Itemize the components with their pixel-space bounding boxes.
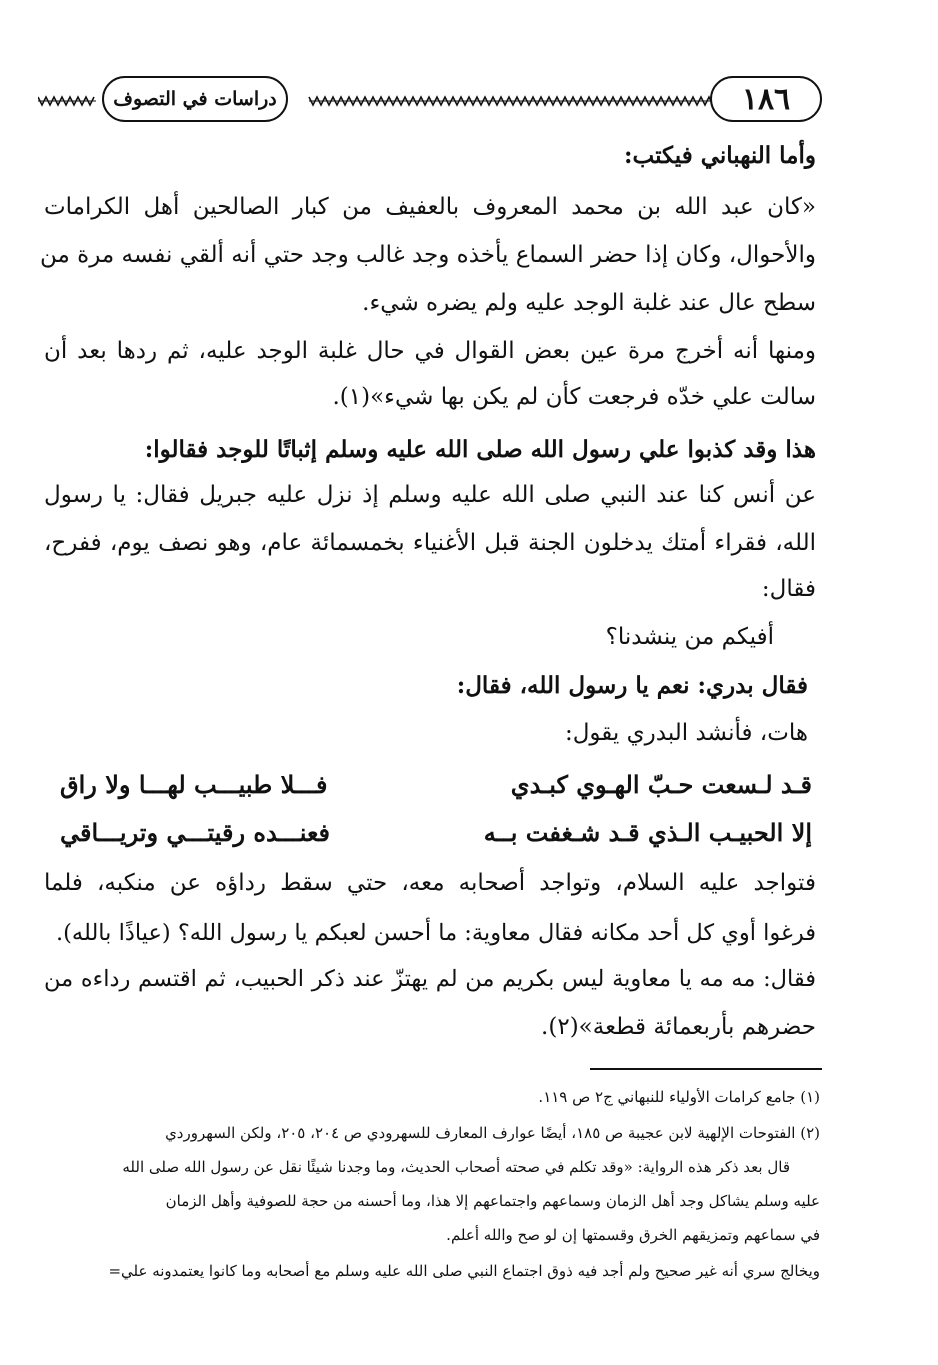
paragraph-line: فقال:	[761, 576, 816, 602]
footnote-line: ويخالج سري أنه غير صحيح ولم أجد فيه ذوق اجتماع النبي صلى الله عليه وسلم مع أصحابه وما كانوا يعتمدونه علي=	[108, 1262, 820, 1280]
paragraph-line: عن أنس كنا عند النبي صلى الله عليه وسلم إذ نزل عليه جبريل فقال: يا رسول	[44, 482, 816, 508]
paragraph-line: هذا وقد كذبوا علي رسول الله صلى الله عليه وسلم إثباتًا للوجد فقالوا:	[144, 436, 816, 463]
paragraph-line: فرغوا أوي كل أحد مكانه فقال معاوية: ما أحسن لعبكم يا رسول الله؟ (عياذًا بالله).	[56, 920, 816, 946]
paragraph-line: فقال بدري: نعم يا رسول الله، فقال:	[456, 672, 808, 699]
verse-first-hemistich: إلا الحبيـب الـذي قـد شـغفت بــه	[483, 818, 812, 847]
zigzag-ornament-middle	[290, 95, 748, 107]
paragraph-line: «كان عبد الله بن محمد المعروف بالعفيف من كبار الصالحين أهل الكرامات	[44, 194, 816, 220]
paragraph-line: هات، فأنشد البدري يقول:	[564, 720, 808, 746]
paragraph-line: فتواجد عليه السلام، وتواجد أصحابه معه، حتي سقط رداؤه عن منكبه، فلما	[44, 870, 816, 896]
page-number: ١٨٦	[710, 76, 822, 122]
running-title: دراسات في التصوف	[102, 76, 288, 122]
paragraph-line: أفيكم من ينشدنا؟	[605, 624, 774, 650]
paragraph-line: سالت علي خدّه فرجعت كأن لم يكن بها شيء»(١).	[332, 384, 816, 410]
paragraph-line: والأحوال، وكان إذا حضر السماع يأخذه وجد غالب وجد حتي أنه ألقي نفسه مرة من	[40, 242, 816, 268]
footnote-line: عليه وسلم يشاكل وجد أهل الزمان وسماعهم واجتماعهم إلا هذا، وما أحسنه من حجة للصوفية وأهل الزمان	[165, 1192, 820, 1210]
paragraph-line: سطح عال عند غلبة الوجد عليه ولم يضره شيء.	[362, 290, 816, 316]
footnote-line: (١) جامع كرامات الأولياء للنبهاني ج٢ ص ١١٩.	[538, 1088, 820, 1106]
footnote-separator	[590, 1068, 822, 1070]
paragraph-line: ومنها أنه أخرج مرة عين بعض القوال في حال غلبة الوجد عليه، ثم ردها بعد أن	[44, 338, 816, 364]
footnote-line: في سماعهم وتمزيقهم الخرق وقسمتها إن لو صح والله أعلم.	[446, 1226, 820, 1244]
page-header	[38, 72, 822, 132]
paragraph-line: حضرهم بأربعمائة قطعة»(٢).	[541, 1014, 816, 1040]
verse-second-hemistich: فعنـــده رقيتـــي وتريـــاقي	[60, 818, 330, 847]
verse-second-hemistich: فـــلا طبيـــب لهـــا ولا راق	[60, 770, 328, 799]
zigzag-ornament-left	[38, 95, 96, 107]
paragraph-line: وأما النهباني فيكتب:	[624, 142, 816, 169]
paragraph-line: فقال: مه مه يا معاوية ليس بكريم من لم يهتزّ عند ذكر الحبيب، ثم اقتسم رداءه من	[44, 966, 816, 992]
paragraph-line: الله، فقراء أمتك يدخلون الجنة قبل الأغنياء بخمسمائة عام، وهو نصف يوم، ففرح،	[44, 530, 816, 556]
verse-first-hemistich: قـد لـسعت حـبّ الهـوي كبـدي	[510, 770, 812, 799]
footnote-line: قال بعد ذكر هذه الرواية: «وقد تكلم في صحته أصحاب الحديث، وما وجدنا شيئًا نقل عن رسول الله صلى الله	[122, 1158, 790, 1176]
footnote-line: (٢) الفتوحات الإلهية لابن عجيبة ص ١٨٥، أيضًا عوارف المعارف للسهرودي ص ٢٠٤، ٢٠٥، ولكن السهروردي	[165, 1124, 820, 1142]
